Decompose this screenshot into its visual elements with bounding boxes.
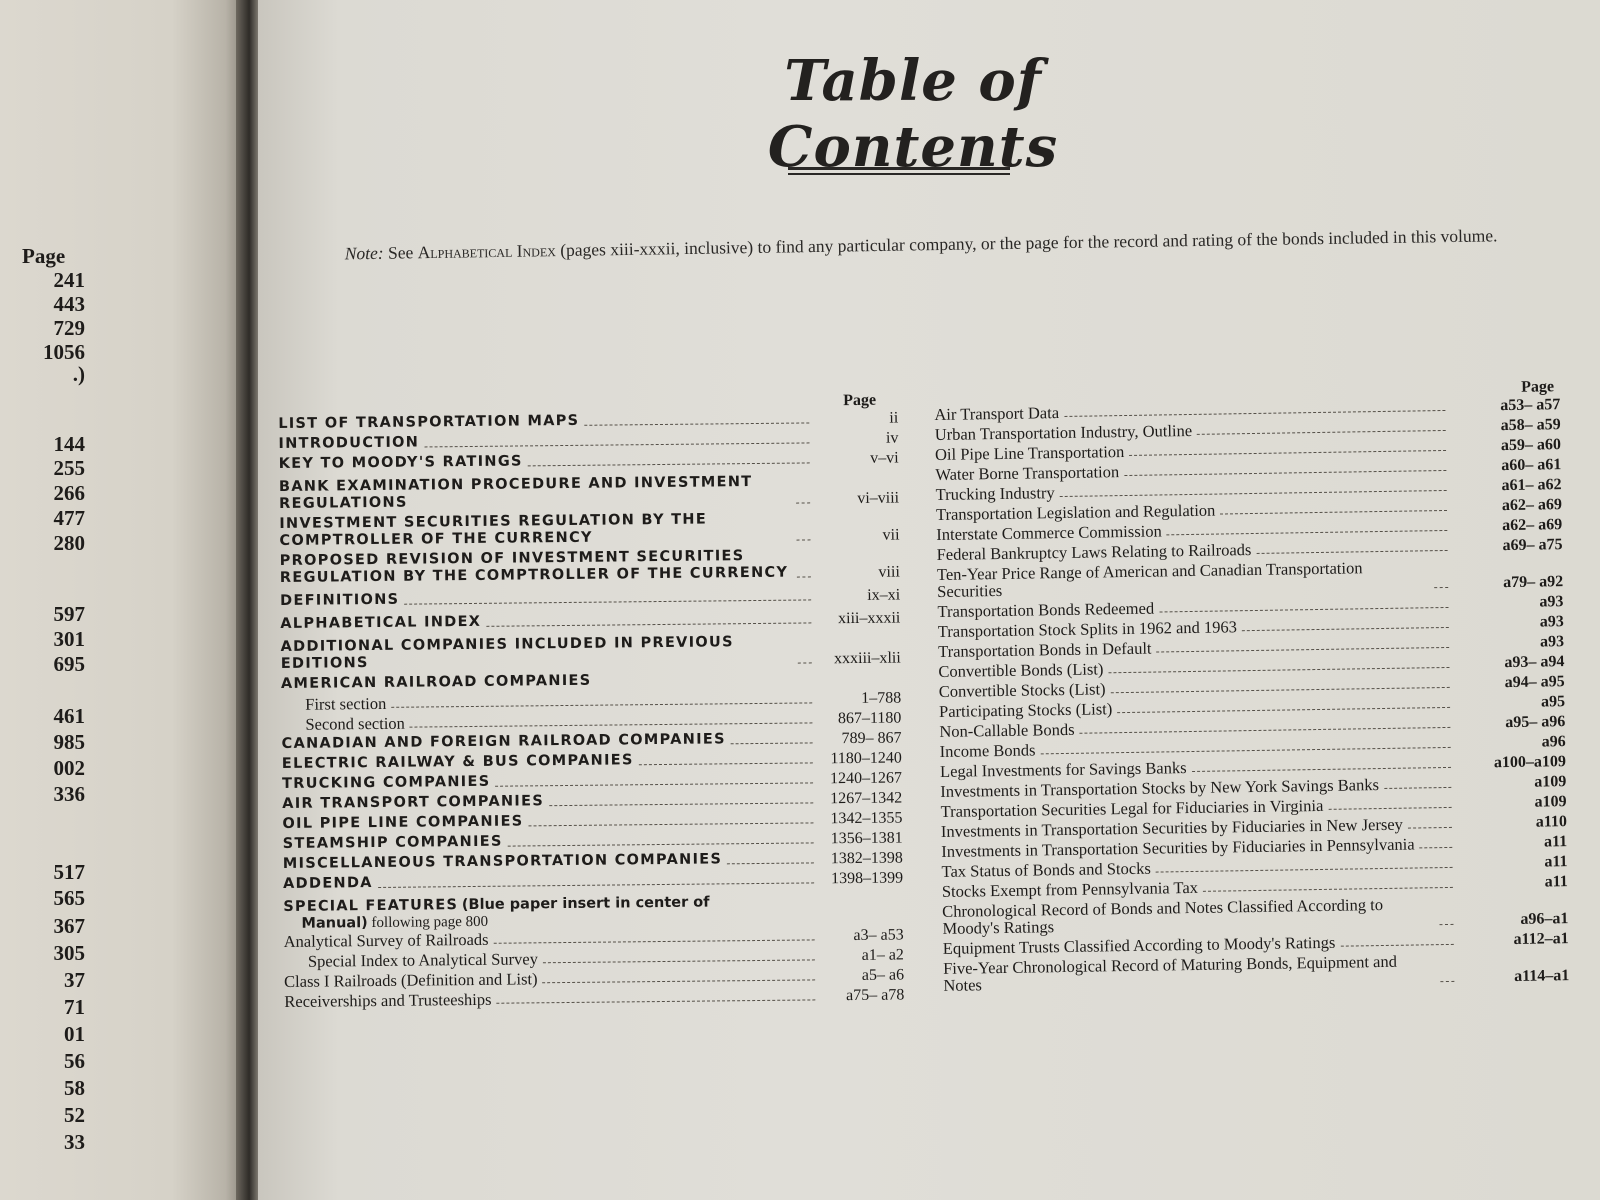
toc-entry-page: xiii–xxxii	[838, 609, 901, 628]
toc-entry-label: Convertible Stocks (List)	[938, 679, 1106, 701]
dot-leader	[1080, 727, 1451, 734]
toc-entry-label: ELECTRIC RAILWAY & BUS COMPANIES	[281, 752, 634, 772]
left-page-number: 255	[53, 456, 85, 480]
toc-entry	[283, 829, 903, 852]
dot-leader	[1156, 867, 1453, 873]
dot-leader	[1434, 587, 1448, 588]
dot-leader	[796, 502, 810, 503]
dot-leader	[1408, 827, 1452, 829]
toc-entry-page: 1240–1267	[829, 769, 903, 788]
toc-entry-page: a93	[1539, 593, 1564, 611]
toc-entry-page: a61– a62	[1501, 476, 1562, 495]
toc-entry-page: v–vi	[870, 449, 899, 467]
dot-leader	[731, 742, 813, 744]
left-page-number: 56	[64, 1049, 85, 1073]
toc-entry	[281, 669, 901, 692]
dot-leader	[1242, 627, 1449, 631]
toc-entry-label: Transportation Stock Splits in 1962 and 1963	[937, 617, 1238, 641]
toc-entry	[937, 556, 1563, 600]
toc-entry	[279, 473, 899, 513]
toc-entry-page: a100–a109	[1493, 753, 1567, 772]
dot-leader	[497, 999, 816, 1003]
toc-entry-page: a96	[1541, 733, 1566, 751]
toc-entry	[279, 510, 899, 550]
left-page-number: 52	[64, 1103, 85, 1127]
dot-leader	[1220, 510, 1447, 515]
dot-leader	[798, 662, 812, 663]
toc-entry-label: AMERICAN RAILROAD COMPANIES	[280, 672, 592, 692]
toc-entry-page: a112–a1	[1513, 930, 1569, 948]
toc-entry-label: INTRODUCTION	[278, 434, 420, 452]
right-page-column-header: Page	[1521, 378, 1555, 396]
toc-entry-label: Second section	[305, 713, 405, 734]
left-page-number: 305	[53, 941, 85, 965]
dot-leader	[797, 539, 811, 540]
dot-leader	[528, 462, 810, 466]
toc-entry-label: Investments in Transportation Stocks by New York Savings Banks	[940, 775, 1380, 801]
toc-entry-page: a62– a69	[1501, 496, 1563, 515]
dot-leader	[1192, 767, 1451, 772]
toc-entry-page: 1342–1355	[830, 809, 903, 828]
dot-leader	[1157, 647, 1450, 653]
toc-entry-page: 1356–1381	[830, 829, 903, 848]
toc-entry-page: a95	[1540, 693, 1566, 711]
toc-entry-label: Stocks Exempt from Pennsylvania Tax	[941, 877, 1199, 901]
dot-leader	[404, 599, 811, 604]
right-page	[258, 0, 1600, 1200]
toc-entry-page: a79– a92	[1502, 573, 1564, 592]
left-page-number: 144	[53, 432, 85, 456]
toc-entry-label: Convertible Bonds (List)	[938, 659, 1104, 681]
left-page-number: 517	[53, 860, 85, 884]
toc-entry-page: 1382–1398	[830, 849, 903, 868]
toc-entry	[280, 546, 900, 586]
dot-leader	[495, 782, 813, 786]
toc-entry-label: Special Index to Analytical Survey	[307, 949, 539, 971]
dot-leader	[639, 762, 813, 765]
left-page-column-header: Page	[843, 391, 877, 410]
toc-entry-label: First section	[305, 693, 387, 714]
toc-entry	[281, 689, 901, 712]
dot-leader	[1124, 470, 1446, 476]
page-title: Table of Contents	[767, 48, 1059, 180]
toc-entry-label: Oil Pipe Line Transportation	[934, 442, 1125, 464]
dot-leader	[1384, 787, 1451, 789]
toc-entry-label: INVESTMENT SECURITIES REGULATION BY THE COMPTROLLER OF THE CURRENCY	[279, 511, 708, 549]
toc-entry	[281, 709, 901, 732]
left-page-number: 241	[53, 268, 85, 292]
toc-entry-page: 1180–1240	[830, 749, 902, 768]
toc-entry-page: a1– a2	[861, 946, 904, 964]
dot-leader	[1420, 847, 1453, 849]
left-page-number: 461	[53, 704, 85, 728]
toc-entry-label: MISCELLANEOUS TRANSPORTATION COMPANIES	[282, 851, 723, 872]
dot-leader	[424, 442, 809, 447]
toc-entry-page: xxxiii–xlii	[833, 649, 901, 668]
toc-entry-page: viii	[878, 563, 900, 581]
toc-entry-label: Transportation Legislation and Regulation	[935, 500, 1216, 524]
special-feature-entry	[284, 926, 904, 949]
special-features-manual: Manual)	[301, 915, 368, 932]
toc-entry-page: a109	[1534, 773, 1567, 791]
left-page-number: 71	[64, 995, 85, 1019]
note-index-name: Alphabetical Index	[417, 240, 557, 263]
left-page-number: 1056	[43, 340, 85, 364]
special-feature-entry	[284, 986, 904, 1009]
left-page-number: 985	[53, 730, 85, 754]
toc-entry-label: Investments in Transportation Securities by Fiduciaries in Pennsylvania	[941, 834, 1415, 861]
toc-entry-label: Transportation Bonds in Default	[937, 638, 1152, 661]
toc-entry-page: a11	[1544, 873, 1568, 891]
toc-entry-label: Five-Year Chronological Record of Maturing Bonds, Equipment and Notes	[942, 951, 1398, 995]
toc-entry-label: ADDITIONAL COMPANIES INCLUDED IN PREVIOUS EDITIONS	[280, 634, 734, 672]
left-page-number: 477	[53, 506, 85, 530]
toc-entry-label: BANK EXAMINATION PROCEDURE AND INVESTMENT REGULATIONS	[278, 474, 753, 512]
toc-entry	[283, 869, 903, 892]
left-page-number: 443	[53, 292, 85, 316]
toc-entry	[282, 809, 902, 832]
toc-entry-page: 1398–1399	[830, 869, 904, 888]
toc-entry-page: a53– a57	[1500, 396, 1561, 415]
toc-entry-label: LIST OF TRANSPORTATION MAPS	[278, 412, 580, 432]
toc-entry-label: Class I Railroads (Definition and List)	[284, 969, 538, 991]
dot-leader	[1167, 530, 1448, 535]
toc-entry-page: vi–viii	[857, 489, 900, 507]
toc-entry-page: a109	[1534, 793, 1567, 811]
toc-entry-page: a59– a60	[1500, 436, 1562, 455]
book-spine	[236, 0, 260, 1200]
toc-entry-label: Non-Callable Bonds	[939, 719, 1075, 741]
left-page-number: 002	[53, 756, 85, 780]
toc-entry-label: KEY TO MOODY'S RATINGS	[278, 453, 523, 472]
left-page-number: 597	[53, 602, 85, 626]
left-page-number: 729	[53, 316, 85, 340]
toc-entry	[943, 950, 1569, 994]
toc-entry-page: a11	[1544, 853, 1568, 871]
toc-entry-label: ALPHABETICAL INDEX	[280, 613, 482, 632]
toc-entry-page: ii	[889, 409, 899, 427]
toc-entry-label: OIL PIPE LINE COMPANIES	[282, 813, 524, 832]
dot-leader	[1440, 981, 1454, 982]
toc-entry-label: ADDENDA	[283, 875, 373, 892]
left-page-number: 280	[53, 531, 85, 555]
note-text-1: See	[387, 242, 414, 263]
toc-right-column	[934, 378, 1569, 997]
left-page-number: 01	[64, 1022, 85, 1046]
dot-leader	[1203, 887, 1453, 892]
toc-entry-page: a5– a6	[861, 966, 905, 984]
toc-entry	[942, 893, 1568, 937]
toc-entry-page: a95– a96	[1505, 713, 1566, 732]
left-page-number: .)	[72, 362, 85, 386]
dot-leader	[1340, 944, 1453, 947]
special-feature-entry	[284, 946, 904, 969]
special-features-title: SPECIAL FEATURES	[283, 897, 459, 915]
toc-entry	[281, 632, 901, 672]
toc-entry-label: Chronological Record of Bonds and Notes Classified According to Moody's Ratings	[942, 895, 1384, 938]
left-page-number: 301	[53, 627, 85, 651]
toc-entry-label: Water Borne Transportation	[935, 462, 1120, 484]
dot-leader	[1117, 707, 1450, 713]
special-features-paren: (Blue paper insert in center of	[461, 894, 710, 914]
dot-leader	[543, 979, 816, 983]
note-prefix: Note:	[344, 242, 384, 264]
toc-entry-label: Receiverships and Trusteeships	[284, 989, 492, 1011]
toc-entry-page: 1267–1342	[830, 789, 903, 808]
toc-entry-page: vii	[882, 526, 900, 544]
left-page-number: 266	[53, 481, 85, 505]
toc-entry-page: a93	[1539, 613, 1564, 631]
toc-entry-page: a69– a75	[1502, 536, 1563, 555]
left-page-number: 37	[64, 968, 85, 992]
toc-entry	[283, 849, 903, 872]
toc-entry-label: Trucking Industry	[935, 483, 1055, 504]
dot-leader	[1197, 430, 1446, 435]
toc-entry-page: iv	[885, 429, 899, 447]
toc-entry-label: DEFINITIONS	[280, 591, 400, 609]
dot-leader	[391, 702, 812, 707]
toc-entry-label: Federal Bankruptcy Laws Relating to Railroads	[936, 540, 1252, 564]
left-page	[0, 0, 245, 1200]
left-page-number: 58	[64, 1076, 85, 1100]
dot-leader	[410, 722, 813, 727]
dot-leader	[529, 822, 814, 826]
title-rule	[788, 167, 1010, 175]
toc-entry-label: STEAMSHIP COMPANIES	[282, 833, 503, 852]
toc-entry-label: PROPOSED REVISION OF INVESTMENT SECURITIES REGULATION BY THE COMPTROLLER OF THE CURRENCY	[279, 548, 789, 586]
dot-leader	[1159, 607, 1448, 613]
dot-leader	[1328, 807, 1451, 810]
toc-entry-page: 1–788	[861, 689, 902, 707]
toc-entry-label: Income Bonds	[939, 740, 1036, 761]
dot-leader	[494, 939, 815, 943]
toc-entry	[279, 450, 899, 473]
dot-leader	[543, 959, 815, 963]
toc-entry-page: a110	[1535, 813, 1568, 831]
toc-entry-page: 867–1180	[837, 709, 902, 728]
note-text-2: (pages xiii-xxxii, inclusive) to find any particular company, or the page for the record and rating of the bonds included in this volume.	[560, 225, 1498, 261]
toc-entry-page: a11	[1543, 833, 1568, 851]
dot-leader	[797, 576, 811, 577]
left-page-header: Page	[22, 244, 66, 268]
left-page-number: 695	[53, 652, 85, 676]
toc-left-column	[278, 392, 904, 1013]
toc-entry-label: Urban Transportation Industry, Outline	[934, 420, 1193, 444]
toc-entry-page: 789– 867	[841, 729, 902, 748]
dot-leader	[486, 622, 811, 626]
left-page-number: 565	[53, 886, 85, 910]
toc-entry-label: Interstate Commerce Commission	[936, 521, 1162, 544]
toc-entry-label: Investments in Transportation Securities by Fiduciaries in New Jersey	[940, 814, 1403, 841]
dot-leader	[1439, 924, 1453, 925]
left-page-number: 336	[53, 782, 85, 806]
dot-leader	[508, 842, 814, 846]
toc-entry	[280, 609, 900, 632]
toc-entry-page: a93– a94	[1504, 653, 1565, 672]
toc-entry-page: a114–a1	[1514, 967, 1570, 985]
toc-entry-label: AIR TRANSPORT COMPANIES	[282, 793, 545, 812]
dot-leader	[1041, 747, 1451, 754]
special-features-following: following page 800	[371, 913, 489, 932]
special-feature-entry	[284, 966, 904, 989]
toc-entry-label: Equipment Trusts Classified According to Moody's Ratings	[942, 932, 1336, 958]
dot-leader	[584, 422, 809, 425]
toc-entry-page: a3– a53	[853, 926, 904, 945]
dot-leader	[378, 882, 814, 888]
toc-entry-label: Legal Investments for Savings Banks	[939, 758, 1187, 781]
dot-leader	[1129, 450, 1446, 456]
toc-entry-label: Transportation Bonds Redeemed	[937, 598, 1155, 621]
toc-entry-page: ix–xi	[867, 586, 901, 604]
left-page-number: 367	[53, 914, 85, 938]
toc-entry-page: a60– a61	[1501, 456, 1562, 475]
toc-entry-page: a93	[1539, 633, 1565, 651]
dot-leader	[1111, 687, 1450, 693]
toc-entry-page: a62– a69	[1502, 516, 1563, 535]
toc-entry-label: CANADIAN AND FOREIGN RAILROAD COMPANIES	[281, 731, 726, 752]
toc-entry-label: Transportation Securities Legal for Fiduciaries in Virginia	[940, 795, 1324, 821]
dot-leader	[1064, 410, 1445, 417]
toc-entry-page: a75– a78	[845, 986, 905, 1005]
toc-entry	[280, 586, 900, 609]
toc-entry-label: Air Transport Data	[934, 403, 1060, 424]
toc-entry-label: Participating Stocks (List)	[938, 699, 1113, 721]
toc-entry-page: a94– a95	[1504, 673, 1565, 692]
left-page-number: 33	[64, 1130, 85, 1154]
toc-entry-label: TRUCKING COMPANIES	[281, 773, 491, 792]
dot-leader	[1256, 550, 1447, 554]
toc-entry-label: Ten-Year Price Range of American and Canadian Transportation Securities	[936, 558, 1363, 601]
dot-leader	[1108, 667, 1449, 673]
dot-leader	[549, 802, 813, 806]
toc-entry-label: Tax Status of Bonds and Stocks	[941, 858, 1151, 881]
toc-entry-label: Analytical Survey of Railroads	[283, 929, 489, 951]
dot-leader	[727, 862, 814, 864]
dot-leader	[1060, 490, 1447, 497]
toc-entry-page: a58– a59	[1500, 416, 1561, 435]
toc-entry-page: a96–a1	[1520, 910, 1569, 928]
index-note	[306, 223, 1536, 266]
